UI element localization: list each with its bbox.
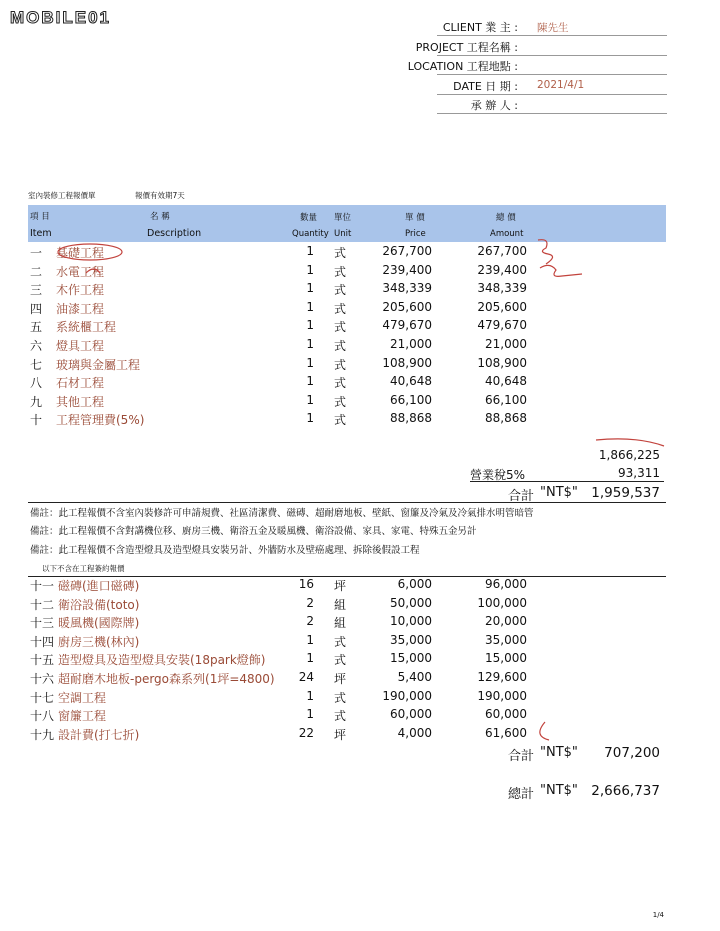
item-number: 六: [30, 339, 43, 353]
note-3: 備註：此工程報價不含造型燈具及造型燈具安裝另計、外牆防水及壁癌處理、拆除後假設工程: [30, 545, 420, 556]
item-amount: 190,000: [477, 688, 527, 703]
item-name: 磁磚(進口磁磚): [58, 579, 140, 593]
ink-scribble: [596, 439, 664, 446]
ink-circle-mark: [58, 244, 122, 260]
item-name: 基礎工程: [56, 246, 105, 260]
item-qty: 1: [306, 299, 314, 314]
item-number: 十: [30, 413, 43, 428]
item-unit: 坪: [333, 672, 346, 686]
item-unit: 式: [333, 376, 346, 391]
col-unit-en: Unit: [334, 229, 352, 239]
note-1: 備註：此工程報價不含室內裝修許可申請規費、社區清潔費、磁磚、超耐磨地板、壁紙、窗簾及冷氣及冷氣排水明管暗管: [30, 508, 534, 519]
item-price: 267,700: [382, 244, 432, 258]
extra-total-label: 合計: [508, 749, 535, 764]
note-2: 備註：此工程報價不含對講機位移、廚房三機、衛浴五金及暖風機、衛浴設備、家具、家電、特殊五金另計: [30, 526, 477, 537]
item-unit: 式: [333, 246, 346, 260]
item-number: 九: [30, 394, 43, 409]
item-price: 190,000: [382, 688, 432, 703]
item-name: 工程管理費(5%): [56, 413, 145, 428]
tax-label: 營業稅5%: [470, 468, 526, 482]
item-number: 十九: [30, 727, 55, 742]
item-unit: 式: [333, 320, 346, 335]
item-amount: 129,600: [477, 670, 527, 684]
item-name: 木作工程: [56, 283, 105, 298]
total-label: 合計: [508, 489, 535, 504]
item-qty: 1: [306, 392, 314, 407]
item-name: 燈具工程: [56, 339, 105, 353]
item-name: 超耐磨木地板-pergo森系列(1坪=4800): [58, 672, 275, 686]
item-number: 二: [30, 264, 43, 279]
client-label: CLIENT 業 主 :: [442, 21, 518, 34]
item-name: 窗簾工程: [58, 709, 107, 724]
item-name: 空調工程: [58, 690, 107, 705]
grand-total-currency: "NT$": [540, 783, 578, 798]
item-unit: 坪: [333, 727, 346, 742]
item-qty: 1: [306, 244, 314, 258]
col-qty-en: Quantity: [292, 229, 329, 239]
item-amount: 35,000: [485, 632, 527, 647]
item-price: 4,000: [397, 725, 432, 740]
item-price: 15,000: [390, 651, 432, 666]
total-currency: "NT$": [540, 485, 578, 500]
col-unit-zh: 單位: [334, 213, 352, 223]
validity-note: 報價有效期7天: [135, 191, 185, 200]
ink-scribble: [540, 722, 549, 740]
document-title: 室內裝修工程報價單: [28, 191, 96, 200]
item-qty: 1: [306, 707, 314, 722]
date-value: 2021/4/1: [537, 79, 585, 91]
item-price: 108,900: [382, 355, 432, 370]
item-qty: 24: [298, 670, 314, 684]
extra-total-value: 707,200: [604, 745, 660, 761]
item-price: 66,100: [390, 392, 432, 407]
item-name: 暖風機(國際牌): [58, 616, 140, 631]
item-qty: 16: [298, 577, 314, 591]
col-item-en: Item: [30, 228, 52, 239]
item-price: 35,000: [390, 632, 432, 647]
item-price: 40,648: [390, 374, 432, 389]
item-number: 一: [30, 246, 43, 260]
item-amount: 348,339: [477, 281, 527, 296]
item-qty: 22: [298, 725, 314, 740]
item-amount: 479,670: [477, 318, 527, 333]
extra-total-currency: "NT$": [540, 745, 578, 760]
item-qty: 1: [306, 281, 314, 296]
item-qty: 1: [306, 374, 314, 389]
item-qty: 1: [306, 355, 314, 370]
item-amount: 60,000: [485, 707, 527, 722]
item-number: 四: [30, 301, 43, 316]
col-price-zh: 單 價: [405, 213, 425, 223]
item-amount: 66,100: [485, 392, 527, 407]
item-name: 系統櫃工程: [56, 320, 117, 335]
col-price-en: Price: [405, 229, 426, 239]
item-name: 玻璃與金屬工程: [56, 357, 141, 372]
item-number: 十二: [30, 597, 55, 612]
total-value: 1,959,537: [591, 485, 660, 501]
page-number: 1/4: [652, 911, 664, 919]
mobile01-logo: MOBILE01: [10, 8, 112, 27]
item-unit: 式: [333, 413, 346, 428]
item-qty: 1: [306, 318, 314, 333]
item-amount: 61,600: [485, 725, 527, 740]
item-amount: 267,700: [477, 244, 527, 258]
item-qty: 1: [306, 651, 314, 666]
item-qty: 1: [306, 411, 314, 426]
col-desc-en: Description: [147, 228, 202, 239]
col-amount-en: Amount: [490, 229, 524, 239]
item-unit: 式: [333, 339, 346, 353]
item-price: 10,000: [390, 614, 432, 629]
date-label: DATE 日 期 :: [453, 80, 518, 93]
item-amount: 20,000: [485, 614, 527, 629]
item-amount: 96,000: [485, 577, 527, 591]
item-unit: 式: [333, 690, 346, 705]
item-unit: 式: [333, 634, 346, 649]
grand-total-label: 總計: [508, 787, 535, 802]
extra-section-header: 以下不含在工程簽約報價: [42, 564, 125, 573]
item-name: 衛浴設備(toto): [58, 597, 140, 612]
col-amount-zh: 總 價: [496, 213, 516, 223]
item-amount: 108,900: [477, 355, 527, 370]
item-number: 十一: [30, 579, 55, 593]
item-unit: 式: [333, 301, 346, 316]
item-number: 十四: [30, 634, 55, 649]
item-number: 十五: [30, 653, 55, 668]
grand-total-value: 2,666,737: [591, 783, 660, 799]
ink-scribble: [86, 269, 100, 273]
client-value: 陳先生: [537, 22, 569, 34]
ink-scribble: [538, 240, 553, 264]
item-name: 設計費(打七折): [58, 727, 140, 742]
item-unit: 組: [333, 616, 346, 631]
item-qty: 1: [306, 632, 314, 647]
item-qty: 1: [306, 688, 314, 703]
item-unit: 式: [333, 394, 346, 409]
item-number: 七: [30, 357, 43, 372]
item-amount: 21,000: [485, 337, 527, 351]
item-qty: 1: [306, 337, 314, 351]
item-price: 205,600: [382, 299, 432, 314]
item-price: 88,868: [390, 411, 432, 426]
item-amount: 40,648: [485, 374, 527, 389]
subtotal-value: 1,866,225: [598, 448, 660, 462]
item-price: 21,000: [390, 337, 432, 351]
item-name: 其他工程: [56, 394, 105, 409]
item-qty: 2: [306, 614, 314, 629]
item-amount: 15,000: [485, 651, 527, 666]
item-unit: 式: [333, 653, 346, 668]
item-number: 十八: [30, 709, 55, 724]
item-number: 五: [30, 320, 43, 335]
col-qty-zh: 數量: [300, 213, 318, 223]
item-name: 造型燈具及造型燈具安裝(18park燈飾): [58, 653, 266, 668]
item-name: 水電工程: [56, 264, 105, 279]
item-number: 十六: [30, 672, 55, 686]
location-label: LOCATION 工程地點 :: [407, 60, 518, 73]
item-amount: 239,400: [477, 262, 527, 277]
item-name: 油漆工程: [56, 301, 105, 316]
item-price: 60,000: [390, 707, 432, 722]
item-name: 廚房三機(林內): [58, 634, 140, 649]
item-price: 479,670: [382, 318, 432, 333]
item-qty: 1: [306, 262, 314, 277]
item-unit: 式: [333, 283, 346, 298]
item-unit: 組: [333, 597, 346, 612]
item-number: 十三: [30, 616, 55, 631]
item-name: 石材工程: [56, 376, 105, 391]
item-price: 6,000: [397, 577, 432, 591]
item-number: 八: [30, 376, 43, 391]
ink-scribble: [540, 265, 582, 276]
col-item-zh: 項 目: [30, 212, 50, 222]
item-amount: 205,600: [477, 299, 527, 314]
item-unit: 坪: [333, 579, 346, 593]
col-desc-zh: 名 稱: [150, 212, 170, 222]
item-qty: 2: [306, 595, 314, 610]
item-unit: 式: [333, 709, 346, 724]
contractor-label: 承 辦 人 :: [470, 99, 518, 112]
item-number: 三: [30, 283, 43, 298]
item-price: 5,400: [397, 670, 432, 684]
item-price: 348,339: [382, 281, 432, 296]
item-price: 239,400: [382, 262, 432, 277]
item-number: 十七: [30, 690, 55, 705]
project-label: PROJECT 工程名稱 :: [415, 41, 518, 54]
tax-value: 93,311: [618, 466, 660, 480]
item-amount: 100,000: [477, 595, 527, 610]
item-price: 50,000: [390, 595, 432, 610]
item-amount: 88,868: [485, 411, 527, 426]
item-unit: 式: [333, 264, 346, 279]
item-unit: 式: [333, 357, 346, 372]
